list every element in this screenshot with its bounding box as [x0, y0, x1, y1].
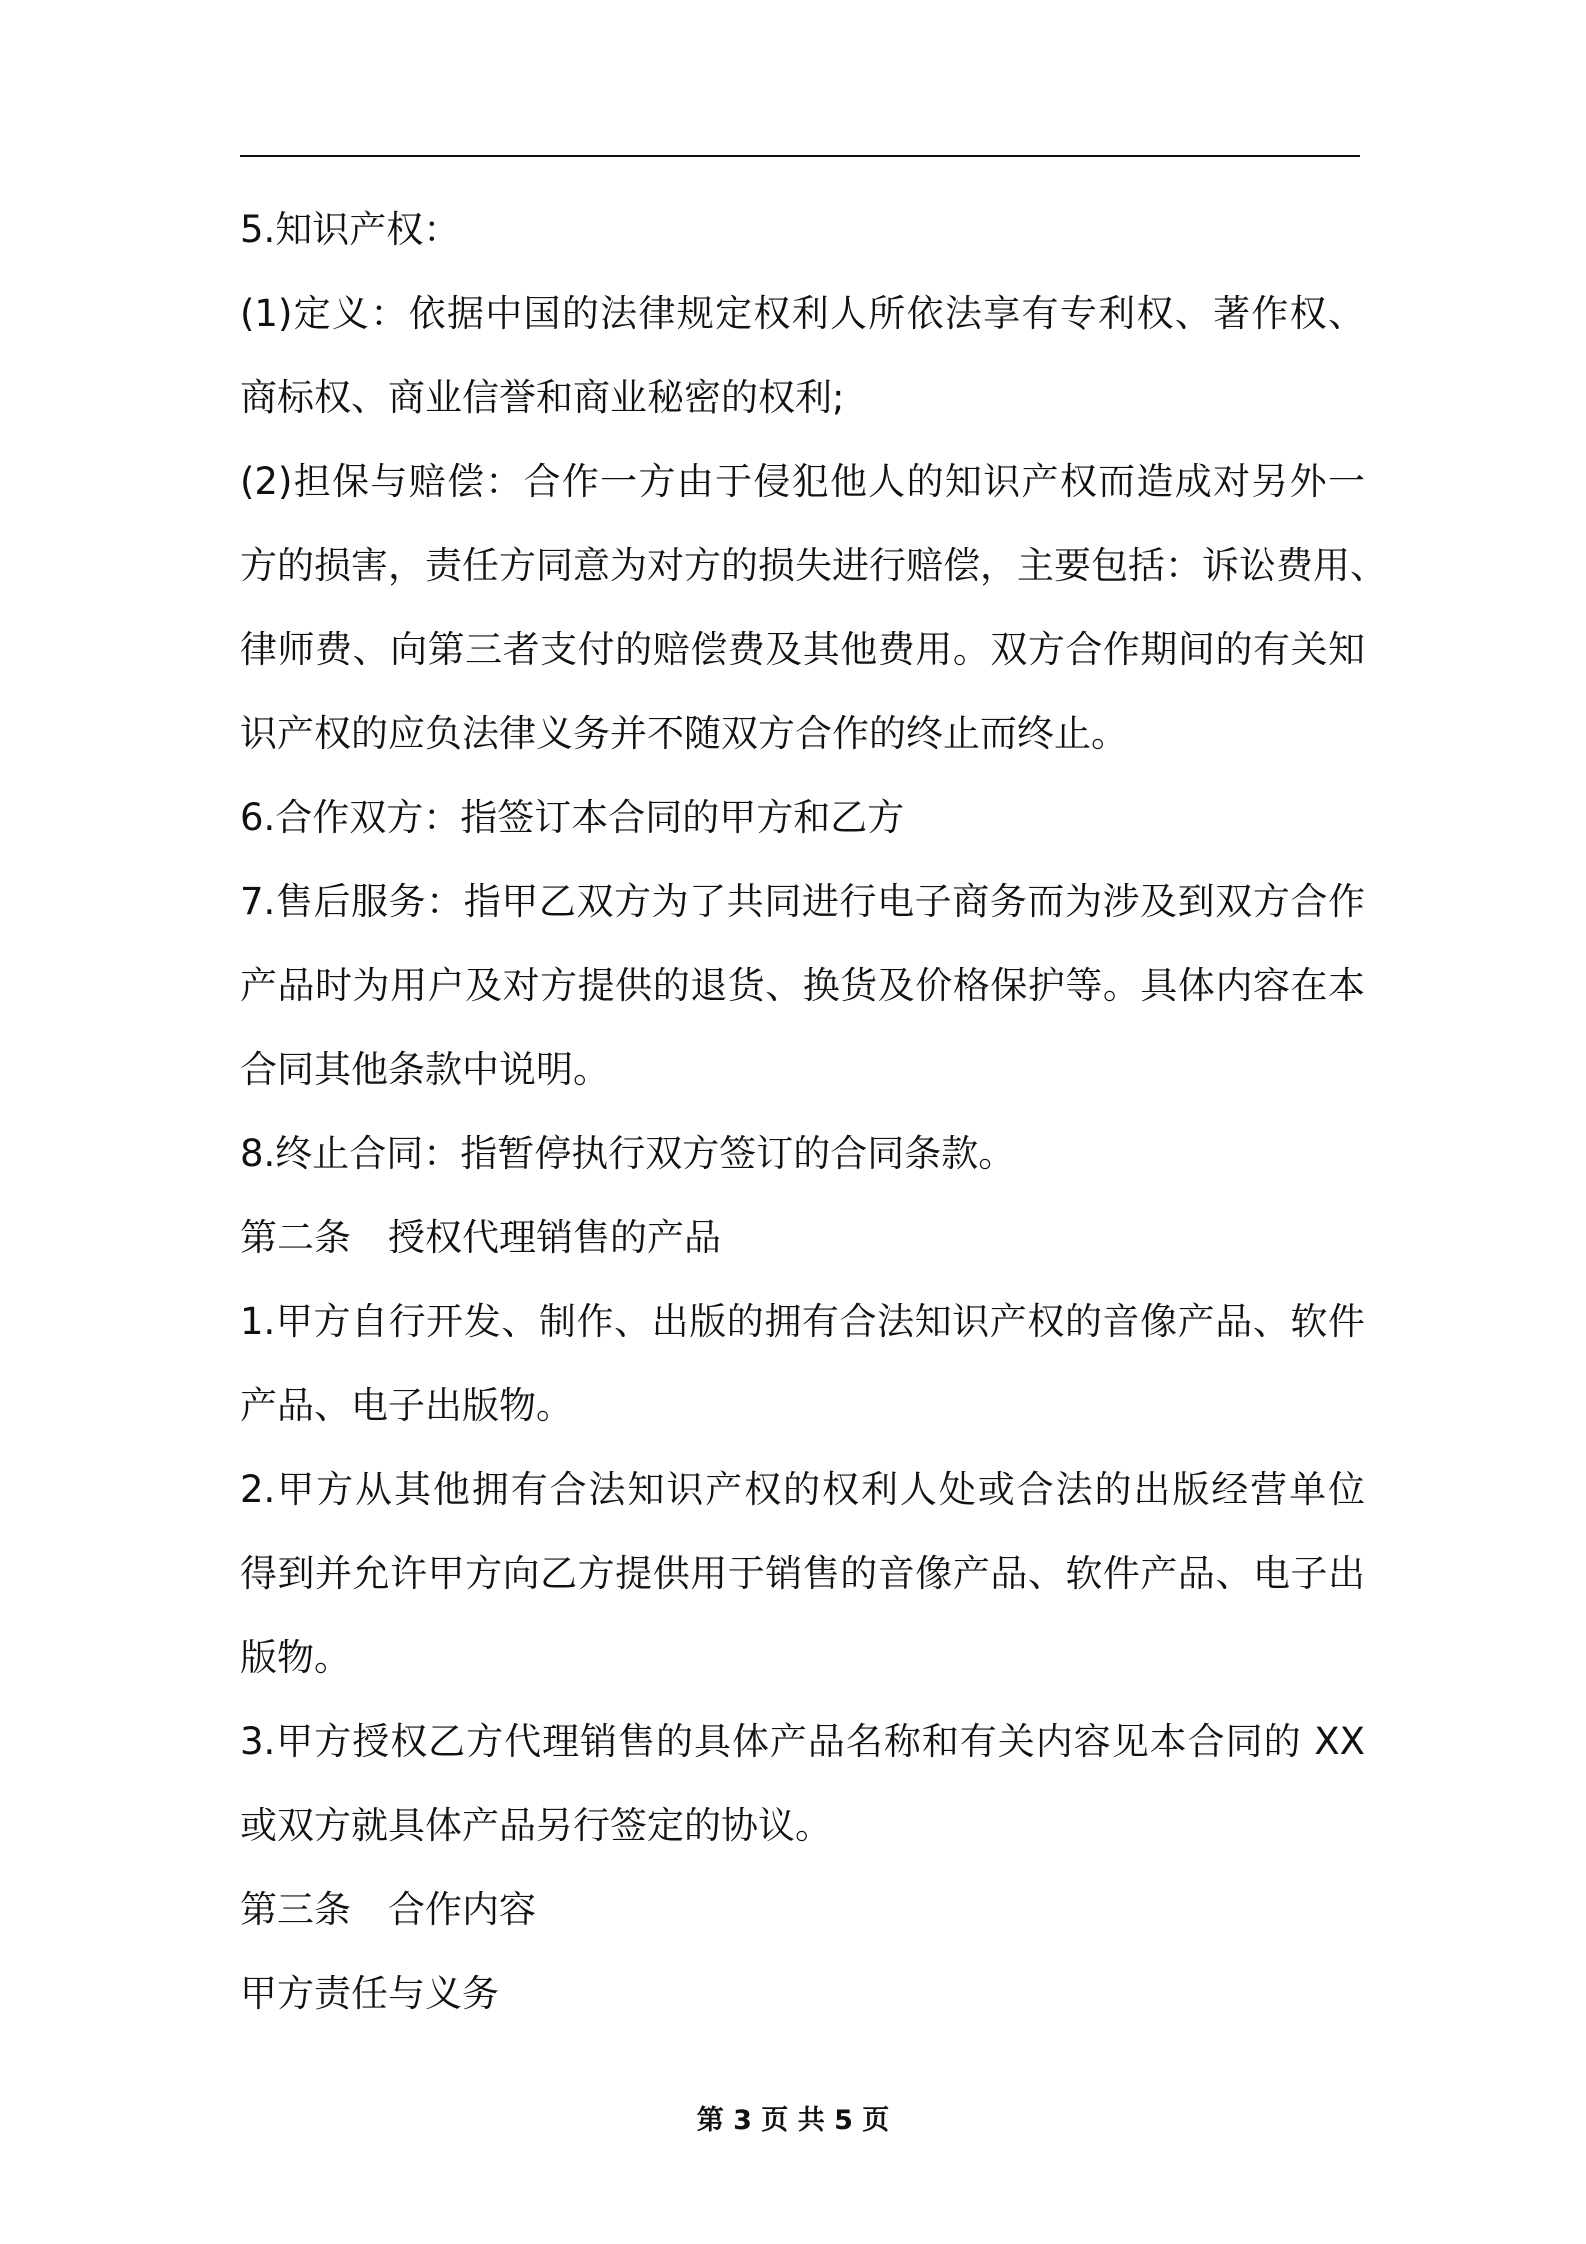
text-line: 合同其他条款中说明。: [240, 1048, 610, 1091]
text-line: (2)担保与赔偿：合作一方由于侵犯他人的知识产权而造成对另外一: [240, 460, 1365, 503]
text-line: 产品时为用户及对方提供的退货、换货及价格保护等。具体内容在本: [240, 964, 1365, 1007]
text-line: 产品、电子出版物。: [240, 1384, 573, 1427]
clause-6-line: 6.合作双方：指签订本合同的甲方和乙方: [240, 796, 905, 839]
text-line: 律师费、向第三者支付的赔偿费及其他费用。双方合作期间的有关知: [240, 628, 1365, 671]
text-line: 2.甲方从其他拥有合法知识产权的权利人处或合法的出版经营单位: [240, 1468, 1365, 1511]
text-line: (1)定义：依据中国的法律规定权利人所依法享有专利权、著作权、: [240, 292, 1365, 335]
article-2-heading: 第二条 授权代理销售的产品: [240, 1216, 721, 1259]
text-line: 商标权、商业信誉和商业秘密的权利;: [240, 376, 845, 419]
clause-7-line: 7.售后服务：指甲乙双方为了共同进行电子商务而为涉及到双方合作: [240, 880, 1365, 923]
clause-8-line: 8.终止合同：指暂停执行双方签订的合同条款。: [240, 1132, 1016, 1175]
document-body: [240, 198, 1387, 2046]
text-line: 版物。: [240, 1636, 351, 1679]
text-line: 或双方就具体产品另行签定的协议。: [240, 1804, 832, 1847]
text-line: 得到并允许甲方向乙方提供用于销售的音像产品、软件产品、电子出: [240, 1552, 1365, 1595]
text-line: 3.甲方授权乙方代理销售的具体产品名称和有关内容见本合同的 XX: [240, 1720, 1365, 1763]
text-line: 方的损害，责任方同意为对方的损失进行赔偿，主要包括：诉讼费用、: [240, 544, 1387, 587]
text-line: 1.甲方自行开发、制作、出版的拥有合法知识产权的音像产品、软件: [240, 1300, 1365, 1343]
header-rule: [240, 155, 1360, 157]
text-line: 识产权的应负法律义务并不随双方合作的终止而终止。: [240, 712, 1128, 755]
page-number-footer: 第 3 页 共 5 页: [696, 2105, 890, 2136]
section-subheading: 甲方责任与义务: [240, 1972, 499, 2015]
article-3-heading: 第三条 合作内容: [240, 1888, 536, 1931]
clause-5-heading: 5.知识产权：: [240, 208, 461, 251]
